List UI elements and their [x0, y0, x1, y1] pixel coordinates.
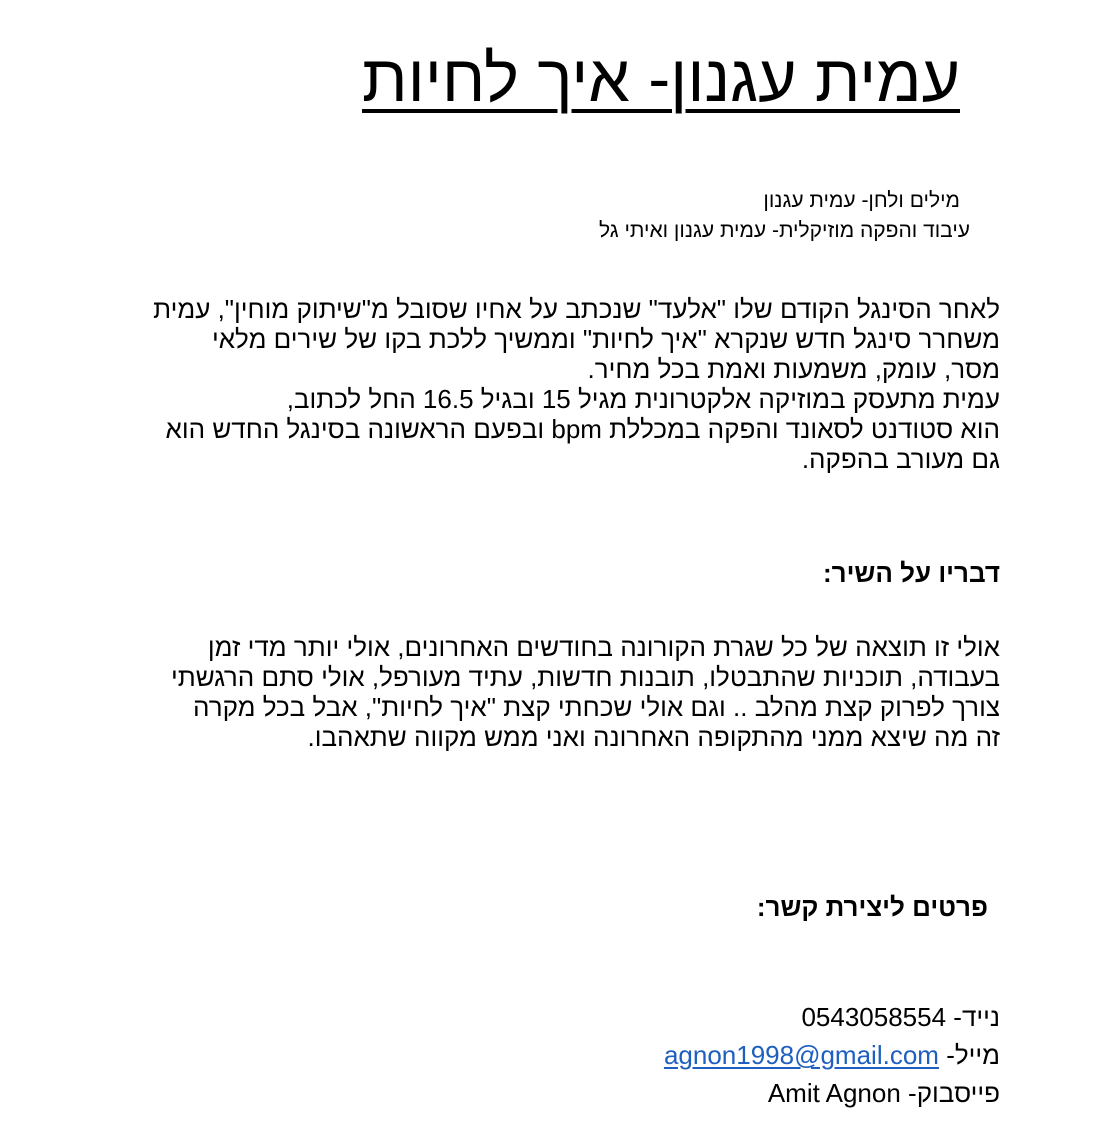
words-heading: דבריו על השיר:	[822, 558, 1000, 588]
page-title	[200, 38, 960, 118]
facebook-label: פייסבוק-	[908, 1078, 1000, 1108]
contact-phone-row	[500, 1002, 1000, 1032]
words-line: בעבודה, תוכניות שהתבטלו, תובנות חדשות, עתיד מעורפל, אולי סתם הרגשתי	[171, 662, 1000, 692]
intro-line: מסר, עומק, משמעות ואמת בכל מחיר.	[587, 354, 1000, 384]
intro-paragraph	[40, 294, 1000, 474]
words-line: זה מה שיצא ממני מהתקופה האחרונה ואני ממש מקווה שתאהבו.	[307, 722, 1000, 752]
words-paragraph	[40, 632, 1000, 752]
contact-mail-row	[500, 1040, 1000, 1070]
phone-label: נייד-	[953, 1002, 1000, 1032]
phone-value: 0543058554	[801, 1002, 947, 1032]
email-link[interactable]: agnon1998@gmail.com	[663, 1040, 939, 1070]
contact-heading: פרטים ליצירת קשר:	[756, 892, 988, 922]
words-line: אולי זו תוצאה של כל שגרת הקורונה בחודשים האחרונים, אולי יותר מדי זמן	[207, 632, 1000, 662]
intro-line: משחרר סינגל חדש שנקרא "איך לחיות" וממשיך ללכת בקו של שירים מלאי	[211, 324, 1000, 354]
intro-line: עמית מתעסק במוזיקה אלקטרונית מגיל 15 ובגיל 16.5 החל לכתוב,	[286, 384, 1000, 414]
contact-facebook-row	[500, 1078, 1000, 1108]
credits-block	[300, 186, 970, 246]
mail-label: מייל-	[946, 1040, 1000, 1070]
credits-production-line: עיבוד והפקה מוזיקלית- עמית עגנון ואיתי גל	[599, 219, 970, 242]
page-title-text: עמית עגנון- איך לחיות	[362, 41, 960, 115]
facebook-value: Amit Agnon	[767, 1078, 901, 1108]
intro-line: גם מעורב בהפקה.	[801, 444, 1000, 474]
credits-lyrics-line: מילים ולחן- עמית עגנון	[763, 189, 960, 212]
intro-line: לאחר הסינגל הקודם שלו "אלעד" שנכתב על אחיו שסובל מ"שיתוק מוחין", עמית	[153, 294, 1000, 324]
intro-line: הוא סטודנט לסאונד והפקה במכללת bpm ובפעם הראשונה בסינגל החדש הוא	[165, 414, 1000, 444]
words-line: צורך לפרוק קצת מהלב .. וגם אולי שכחתי קצת "איך לחיות", אבל בכל מקרה	[193, 692, 1000, 722]
